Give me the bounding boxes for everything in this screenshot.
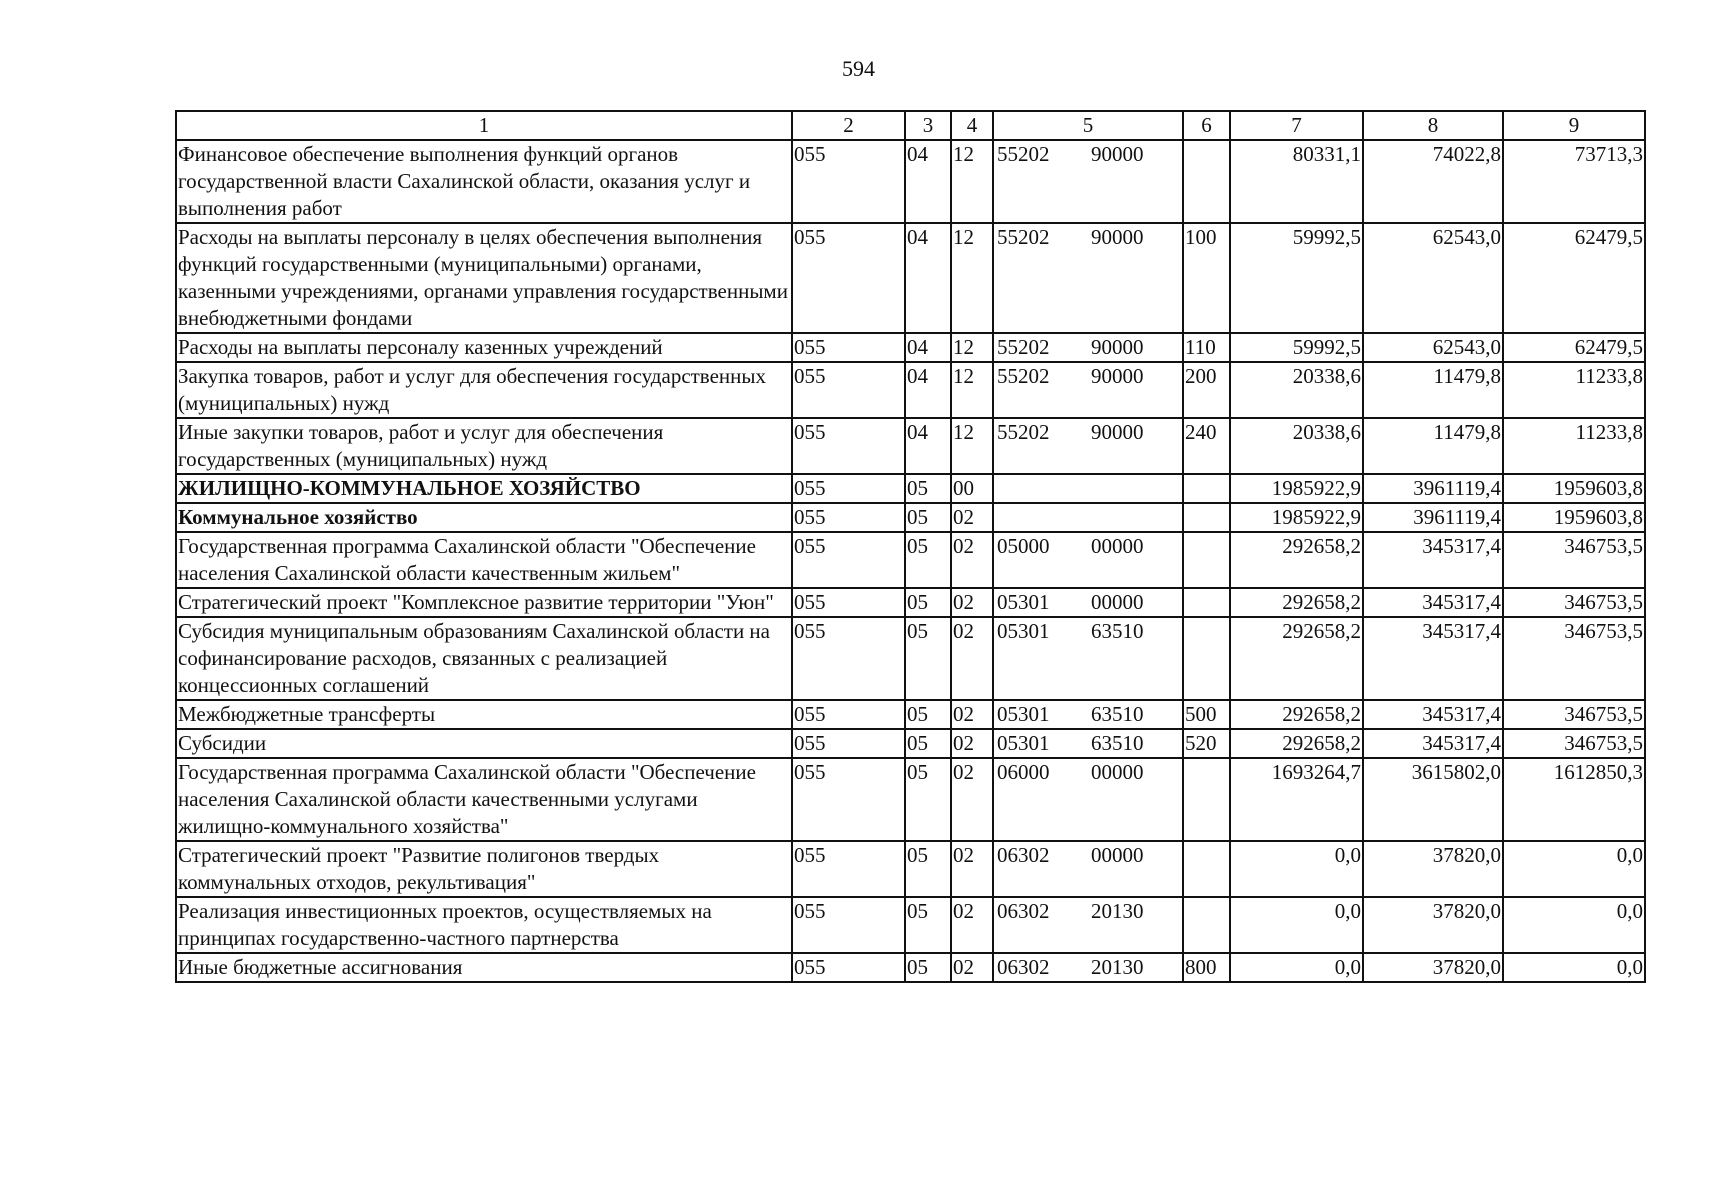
row-expense-type xyxy=(1183,617,1230,700)
row-subsection-code: 12 xyxy=(951,362,993,418)
row-section-code: 04 xyxy=(905,223,951,333)
header-col-3: 3 xyxy=(905,111,951,140)
row-target-article xyxy=(993,532,1183,588)
row-direction-code: 90000 xyxy=(1091,225,1144,249)
row-expense-type: 240 xyxy=(1183,418,1230,474)
row-program-code: 55202 xyxy=(997,225,1050,249)
row-expense-type xyxy=(1183,532,1230,588)
row-ministry-code: 055 xyxy=(792,729,905,758)
row-section-code: 04 xyxy=(905,140,951,223)
row-section-code: 05 xyxy=(905,617,951,700)
row-program-code: 05301 xyxy=(997,731,1050,755)
row-ministry-code: 055 xyxy=(792,532,905,588)
row-amount-col-9: 1612850,3 xyxy=(1503,758,1645,841)
row-target-article xyxy=(993,588,1183,617)
row-amount-col-8: 11479,8 xyxy=(1363,418,1503,474)
row-section-code: 05 xyxy=(905,474,951,503)
table-row xyxy=(176,700,1645,729)
row-subsection-code: 02 xyxy=(951,617,993,700)
row-expense-type xyxy=(1183,841,1230,897)
row-section-code: 04 xyxy=(905,418,951,474)
row-amount-col-7: 59992,5 xyxy=(1230,223,1363,333)
row-subsection-code: 12 xyxy=(951,223,993,333)
row-name: Межбюджетные трансферты xyxy=(176,700,792,729)
row-amount-col-8: 345317,4 xyxy=(1363,700,1503,729)
row-expense-type xyxy=(1183,474,1230,503)
row-subsection-code: 12 xyxy=(951,418,993,474)
row-target-article xyxy=(993,700,1183,729)
row-direction-code: 63510 xyxy=(1091,731,1144,755)
row-direction-code: 90000 xyxy=(1091,335,1144,359)
row-direction-code: 63510 xyxy=(1091,702,1144,726)
row-amount-col-9: 11233,8 xyxy=(1503,362,1645,418)
row-subsection-code: 00 xyxy=(951,474,993,503)
row-amount-col-9: 73713,3 xyxy=(1503,140,1645,223)
row-amount-col-9: 346753,5 xyxy=(1503,532,1645,588)
row-amount-col-8: 62543,0 xyxy=(1363,333,1503,362)
row-program-code: 05301 xyxy=(997,590,1050,614)
row-expense-type xyxy=(1183,140,1230,223)
row-program-code: 06000 xyxy=(997,760,1050,784)
row-target-article xyxy=(993,729,1183,758)
row-direction-code: 90000 xyxy=(1091,142,1144,166)
row-program-code: 55202 xyxy=(997,335,1050,359)
row-expense-type xyxy=(1183,503,1230,532)
row-program-code: 06302 xyxy=(997,955,1050,979)
row-target-article xyxy=(993,333,1183,362)
row-subsection-code: 02 xyxy=(951,588,993,617)
row-amount-col-7: 1693264,7 xyxy=(1230,758,1363,841)
row-expense-type xyxy=(1183,758,1230,841)
table-row xyxy=(176,617,1645,700)
table-row xyxy=(176,474,1645,503)
row-subsection-code: 12 xyxy=(951,333,993,362)
row-name: Реализация инвестиционных проектов, осуществляемых на принципах государственно-частного партнерства xyxy=(176,897,792,953)
row-subsection-code: 02 xyxy=(951,953,993,982)
row-amount-col-7: 20338,6 xyxy=(1230,362,1363,418)
table-row xyxy=(176,532,1645,588)
row-name: Субсидии xyxy=(176,729,792,758)
row-section-code: 05 xyxy=(905,503,951,532)
header-col-2: 2 xyxy=(792,111,905,140)
table-row xyxy=(176,841,1645,897)
row-amount-col-9: 0,0 xyxy=(1503,897,1645,953)
row-program-code: 05301 xyxy=(997,619,1050,643)
header-col-4: 4 xyxy=(951,111,993,140)
row-ministry-code: 055 xyxy=(792,897,905,953)
row-program-code: 06302 xyxy=(997,843,1050,867)
row-amount-col-8: 3615802,0 xyxy=(1363,758,1503,841)
table-row xyxy=(176,588,1645,617)
row-name: Субсидия муниципальным образованиям Сахалинской области на софинансирование расходов, связанных с реализацией концессионных соглашений xyxy=(176,617,792,700)
row-subsection-code: 02 xyxy=(951,700,993,729)
row-direction-code: 90000 xyxy=(1091,420,1144,444)
row-amount-col-7: 1985922,9 xyxy=(1230,474,1363,503)
row-direction-code: 00000 xyxy=(1091,590,1144,614)
row-target-article xyxy=(993,223,1183,333)
row-target-article xyxy=(993,617,1183,700)
row-program-code: 55202 xyxy=(997,364,1050,388)
row-name: Расходы на выплаты персоналу в целях обеспечения выполнения функций государственными (муниципальными) органами, казенными учреждениями, органами управления государственными внебюджетными фондами xyxy=(176,223,792,333)
row-ministry-code: 055 xyxy=(792,588,905,617)
row-amount-col-7: 292658,2 xyxy=(1230,532,1363,588)
table-body xyxy=(176,140,1645,982)
row-amount-col-9: 0,0 xyxy=(1503,953,1645,982)
table-row xyxy=(176,223,1645,333)
row-target-article xyxy=(993,758,1183,841)
row-target-article xyxy=(993,841,1183,897)
row-amount-col-8: 345317,4 xyxy=(1363,532,1503,588)
row-amount-col-9: 346753,5 xyxy=(1503,700,1645,729)
row-program-code: 05000 xyxy=(997,534,1050,558)
header-col-1: 1 xyxy=(176,111,792,140)
row-ministry-code: 055 xyxy=(792,700,905,729)
header-col-8: 8 xyxy=(1363,111,1503,140)
row-program-code: 55202 xyxy=(997,420,1050,444)
row-amount-col-8: 37820,0 xyxy=(1363,953,1503,982)
table-row xyxy=(176,418,1645,474)
row-amount-col-8: 3961119,4 xyxy=(1363,503,1503,532)
row-expense-type: 200 xyxy=(1183,362,1230,418)
row-ministry-code: 055 xyxy=(792,333,905,362)
row-ministry-code: 055 xyxy=(792,474,905,503)
row-section-code: 05 xyxy=(905,729,951,758)
row-name: Иные закупки товаров, работ и услуг для обеспечения государственных (муниципальных) нужд xyxy=(176,418,792,474)
row-amount-col-9: 1959603,8 xyxy=(1503,474,1645,503)
row-section-code: 05 xyxy=(905,953,951,982)
row-target-article xyxy=(993,362,1183,418)
row-section-code: 05 xyxy=(905,532,951,588)
row-section-code: 05 xyxy=(905,841,951,897)
row-amount-col-7: 292658,2 xyxy=(1230,588,1363,617)
row-amount-col-7: 0,0 xyxy=(1230,897,1363,953)
row-amount-col-9: 62479,5 xyxy=(1503,333,1645,362)
row-name: Иные бюджетные ассигнования xyxy=(176,953,792,982)
row-section-code: 05 xyxy=(905,700,951,729)
row-subsection-code: 12 xyxy=(951,140,993,223)
row-amount-col-8: 11479,8 xyxy=(1363,362,1503,418)
row-amount-col-9: 62479,5 xyxy=(1503,223,1645,333)
row-program-code: 05301 xyxy=(997,702,1050,726)
row-amount-col-7: 20338,6 xyxy=(1230,418,1363,474)
row-amount-col-7: 0,0 xyxy=(1230,953,1363,982)
row-target-article xyxy=(993,953,1183,982)
row-name: Государственная программа Сахалинской области "Обеспечение населения Сахалинской области качественным жильем" xyxy=(176,532,792,588)
row-name: ЖИЛИЩНО-КОММУНАЛЬНОЕ ХОЗЯЙСТВО xyxy=(176,474,792,503)
row-amount-col-8: 3961119,4 xyxy=(1363,474,1503,503)
row-ministry-code: 055 xyxy=(792,503,905,532)
table-row xyxy=(176,897,1645,953)
row-target-article xyxy=(993,418,1183,474)
row-name: Расходы на выплаты персоналу казенных учреждений xyxy=(176,333,792,362)
row-amount-col-7: 0,0 xyxy=(1230,841,1363,897)
row-section-code: 05 xyxy=(905,897,951,953)
row-subsection-code: 02 xyxy=(951,897,993,953)
row-ministry-code: 055 xyxy=(792,223,905,333)
header-row xyxy=(176,111,1645,140)
row-amount-col-8: 62543,0 xyxy=(1363,223,1503,333)
header-col-9: 9 xyxy=(1503,111,1645,140)
row-subsection-code: 02 xyxy=(951,758,993,841)
row-name: Стратегический проект "Развитие полигонов твердых коммунальных отходов, рекультивация" xyxy=(176,841,792,897)
row-expense-type xyxy=(1183,588,1230,617)
row-direction-code: 00000 xyxy=(1091,843,1144,867)
row-amount-col-8: 345317,4 xyxy=(1363,729,1503,758)
row-direction-code: 00000 xyxy=(1091,534,1144,558)
row-amount-col-8: 37820,0 xyxy=(1363,897,1503,953)
header-col-6: 6 xyxy=(1183,111,1230,140)
row-direction-code: 20130 xyxy=(1091,955,1144,979)
row-amount-col-7: 80331,1 xyxy=(1230,140,1363,223)
row-amount-col-8: 345317,4 xyxy=(1363,617,1503,700)
budget-table xyxy=(175,110,1646,983)
row-amount-col-7: 59992,5 xyxy=(1230,333,1363,362)
row-ministry-code: 055 xyxy=(792,362,905,418)
table-row xyxy=(176,729,1645,758)
row-expense-type: 520 xyxy=(1183,729,1230,758)
table-row xyxy=(176,362,1645,418)
row-subsection-code: 02 xyxy=(951,503,993,532)
row-ministry-code: 055 xyxy=(792,841,905,897)
row-amount-col-7: 292658,2 xyxy=(1230,700,1363,729)
table-row xyxy=(176,140,1645,223)
row-target-article xyxy=(993,503,1183,532)
header-col-7: 7 xyxy=(1230,111,1363,140)
row-name: Государственная программа Сахалинской области "Обеспечение населения Сахалинской области качественными услугами жилищно-коммунального хозяйства" xyxy=(176,758,792,841)
table-row xyxy=(176,758,1645,841)
row-subsection-code: 02 xyxy=(951,729,993,758)
row-direction-code: 20130 xyxy=(1091,899,1144,923)
row-direction-code: 00000 xyxy=(1091,760,1144,784)
row-amount-col-8: 345317,4 xyxy=(1363,588,1503,617)
row-ministry-code: 055 xyxy=(792,418,905,474)
row-amount-col-8: 74022,8 xyxy=(1363,140,1503,223)
row-target-article xyxy=(993,474,1183,503)
row-amount-col-8: 37820,0 xyxy=(1363,841,1503,897)
header-col-5: 5 xyxy=(993,111,1183,140)
row-amount-col-9: 346753,5 xyxy=(1503,617,1645,700)
row-subsection-code: 02 xyxy=(951,532,993,588)
row-ministry-code: 055 xyxy=(792,953,905,982)
row-amount-col-9: 346753,5 xyxy=(1503,729,1645,758)
row-direction-code: 90000 xyxy=(1091,364,1144,388)
row-ministry-code: 055 xyxy=(792,140,905,223)
row-subsection-code: 02 xyxy=(951,841,993,897)
table-row xyxy=(176,333,1645,362)
row-name: Стратегический проект "Комплексное развитие территории "Уюн" xyxy=(176,588,792,617)
row-ministry-code: 055 xyxy=(792,617,905,700)
row-amount-col-9: 11233,8 xyxy=(1503,418,1645,474)
row-amount-col-9: 1959603,8 xyxy=(1503,503,1645,532)
row-target-article xyxy=(993,897,1183,953)
row-expense-type: 800 xyxy=(1183,953,1230,982)
row-ministry-code: 055 xyxy=(792,758,905,841)
row-amount-col-7: 1985922,9 xyxy=(1230,503,1363,532)
row-expense-type: 500 xyxy=(1183,700,1230,729)
row-name: Закупка товаров, работ и услуг для обеспечения государственных (муниципальных) нужд xyxy=(176,362,792,418)
row-program-code: 06302 xyxy=(997,899,1050,923)
page-number: 594 xyxy=(842,56,875,81)
row-expense-type: 100 xyxy=(1183,223,1230,333)
row-expense-type: 110 xyxy=(1183,333,1230,362)
row-name: Финансовое обеспечение выполнения функций органов государственной власти Сахалинской области, оказания услуг и выполнения работ xyxy=(176,140,792,223)
row-section-code: 04 xyxy=(905,362,951,418)
row-amount-col-7: 292658,2 xyxy=(1230,729,1363,758)
row-name: Коммунальное хозяйство xyxy=(176,503,792,532)
row-section-code: 05 xyxy=(905,588,951,617)
row-amount-col-7: 292658,2 xyxy=(1230,617,1363,700)
row-section-code: 05 xyxy=(905,758,951,841)
row-target-article xyxy=(993,140,1183,223)
row-direction-code: 63510 xyxy=(1091,619,1144,643)
row-section-code: 04 xyxy=(905,333,951,362)
row-program-code: 55202 xyxy=(997,142,1050,166)
table-row xyxy=(176,503,1645,532)
row-amount-col-9: 346753,5 xyxy=(1503,588,1645,617)
row-amount-col-9: 0,0 xyxy=(1503,841,1645,897)
table-row xyxy=(176,953,1645,982)
row-expense-type xyxy=(1183,897,1230,953)
